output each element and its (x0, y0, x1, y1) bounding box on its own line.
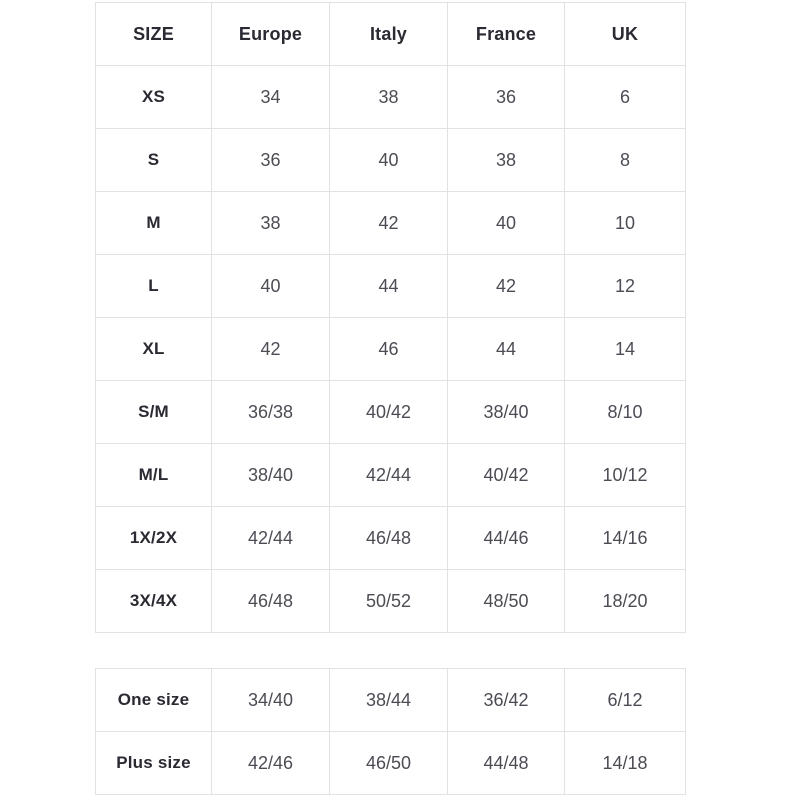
size-value-cell: 42/44 (330, 444, 448, 507)
table-row (96, 318, 686, 381)
size-value-cell: 46/48 (330, 507, 448, 570)
size-label-cell: S (96, 129, 212, 192)
size-value-cell: 44 (330, 255, 448, 318)
table-row (96, 255, 686, 318)
size-value-cell: 38/44 (330, 669, 448, 732)
size-value-cell: 36 (212, 129, 330, 192)
size-value-cell: 50/52 (330, 570, 448, 633)
size-value-cell: 42 (330, 192, 448, 255)
size-value-cell: 14/18 (565, 732, 686, 795)
size-value-cell: 8/10 (565, 381, 686, 444)
size-value-cell: 42 (448, 255, 565, 318)
extra-table-body (96, 669, 686, 795)
size-value-cell: 36/42 (448, 669, 565, 732)
column-header-france: France (448, 3, 565, 66)
table-row (96, 732, 686, 795)
size-label-cell: Plus size (96, 732, 212, 795)
tables-container (95, 2, 685, 795)
table-row (96, 66, 686, 129)
size-value-cell: 14/16 (565, 507, 686, 570)
size-value-cell: 42/44 (212, 507, 330, 570)
size-value-cell: 38 (212, 192, 330, 255)
size-label-cell: 3X/4X (96, 570, 212, 633)
size-value-cell: 34/40 (212, 669, 330, 732)
column-header-italy: Italy (330, 3, 448, 66)
size-conversion-table (95, 2, 686, 633)
table-row (96, 192, 686, 255)
size-value-cell: 40/42 (448, 444, 565, 507)
size-value-cell: 46/48 (212, 570, 330, 633)
size-value-cell: 18/20 (565, 570, 686, 633)
header-row (96, 3, 686, 66)
size-value-cell: 44/46 (448, 507, 565, 570)
size-label-cell: M/L (96, 444, 212, 507)
size-value-cell: 44/48 (448, 732, 565, 795)
size-label-cell: M (96, 192, 212, 255)
size-value-cell: 6 (565, 66, 686, 129)
size-value-cell: 38/40 (212, 444, 330, 507)
size-value-cell: 46 (330, 318, 448, 381)
size-value-cell: 36 (448, 66, 565, 129)
size-value-cell: 40 (330, 129, 448, 192)
one-size-plus-size-table (95, 668, 686, 795)
column-header-uk: UK (565, 3, 686, 66)
size-value-cell: 12 (565, 255, 686, 318)
size-label-cell: One size (96, 669, 212, 732)
column-header-europe: Europe (212, 3, 330, 66)
table-row (96, 129, 686, 192)
main-table-body (96, 66, 686, 633)
size-value-cell: 6/12 (565, 669, 686, 732)
table-row (96, 669, 686, 732)
size-value-cell: 38/40 (448, 381, 565, 444)
size-value-cell: 36/38 (212, 381, 330, 444)
size-value-cell: 40 (448, 192, 565, 255)
table-row (96, 507, 686, 570)
size-label-cell: 1X/2X (96, 507, 212, 570)
column-header-size: SIZE (96, 3, 212, 66)
table-row (96, 444, 686, 507)
size-value-cell: 8 (565, 129, 686, 192)
size-value-cell: 42/46 (212, 732, 330, 795)
size-value-cell: 42 (212, 318, 330, 381)
table-row (96, 381, 686, 444)
size-label-cell: XS (96, 66, 212, 129)
size-label-cell: XL (96, 318, 212, 381)
size-value-cell: 10 (565, 192, 686, 255)
size-value-cell: 46/50 (330, 732, 448, 795)
size-value-cell: 40/42 (330, 381, 448, 444)
size-label-cell: S/M (96, 381, 212, 444)
size-value-cell: 10/12 (565, 444, 686, 507)
size-value-cell: 14 (565, 318, 686, 381)
size-value-cell: 38 (330, 66, 448, 129)
size-value-cell: 38 (448, 129, 565, 192)
size-value-cell: 34 (212, 66, 330, 129)
size-label-cell: L (96, 255, 212, 318)
size-value-cell: 48/50 (448, 570, 565, 633)
table-row (96, 570, 686, 633)
size-value-cell: 40 (212, 255, 330, 318)
size-value-cell: 44 (448, 318, 565, 381)
